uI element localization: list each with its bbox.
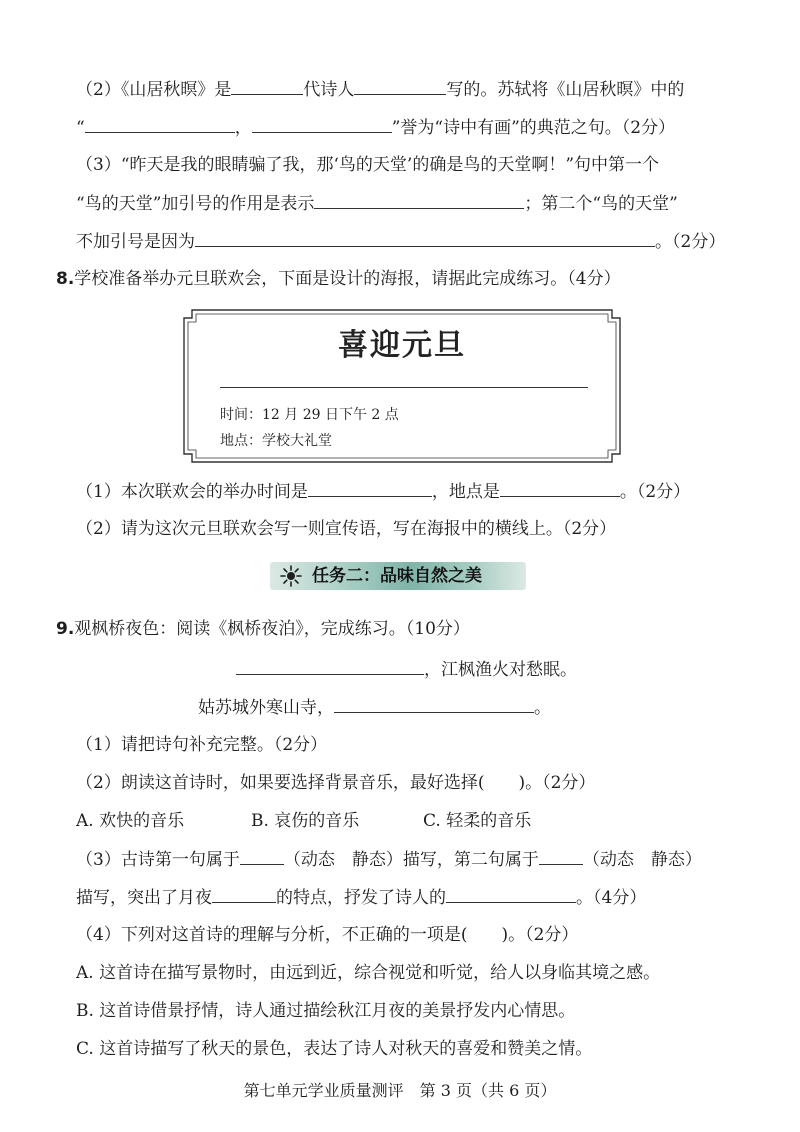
answer-blank[interactable] [252,114,392,133]
page-footer: 第七单元学业质量测评 第 3 页（共 6 页） [243,1081,557,1100]
answer-blank[interactable] [446,884,576,903]
answer-blank[interactable] [212,884,276,903]
answer-blank[interactable] [314,190,524,209]
poster-place: 地点：学校大礼堂 [220,433,332,449]
option-c[interactable]: C. 轻柔的音乐 [423,811,532,831]
poster-title: 喜迎元旦 [338,328,466,363]
q7-part3-line1: （3）“昨天是我的眼睛骗了我，那‘鸟的天堂’的确是鸟的天堂啊！”句中第一个 [76,155,660,175]
q9-part4-option-a[interactable]: A. 这首诗在描写景物时，由远到近，综合视觉和听觉，给人以身临其境之感。 [76,963,661,983]
answer-blank[interactable] [354,76,446,95]
q7-part3-line3: 不加引号是因为 。（2分） [76,228,725,255]
answer-blank[interactable] [500,478,620,497]
section-title: 任务二：品味自然之美 [312,566,482,586]
section-banner [270,562,526,590]
answer-blank[interactable] [236,656,424,675]
poster-time: 时间：12 月 29 日下午 2 点 [220,407,399,423]
q8-stem: 8.学校准备举办元旦联欢会，下面是设计的海报，请据此完成练习。（4分） [56,269,621,289]
q9-stem: 9.观枫桥夜色：阅读《枫桥夜泊》，完成练习。（10分） [56,619,470,639]
q9-part4-option-c[interactable]: C. 这首诗描写了秋天的景色，表达了诗人对秋天的喜爱和赞美之情。 [76,1039,593,1059]
q9-part2: （2）朗读这首诗时，如果要选择背景音乐，最好选择( )。（2分） [76,773,596,793]
q8-part2: （2）请为这次元旦联欢会写一则宣传语，写在海报中的横线上。（2分） [76,519,617,539]
answer-blank[interactable] [308,478,432,497]
q9-part2-options [76,808,531,834]
poster [180,306,624,466]
option-a[interactable]: A. 欢快的音乐 [76,811,185,831]
q9-part1: （1）请把诗句补充完整。（2分） [76,735,328,755]
poem-line-2: 姑苏城外寒山寺， 。 [198,694,551,721]
q8-part1: （1）本次联欢会的举办时间是 ，地点是 。（2分） [76,478,690,505]
poem-line-1: ，江枫渔火对愁眠。 [236,656,577,683]
option-b[interactable]: B. 哀伤的音乐 [251,811,360,831]
answer-blank[interactable] [240,846,284,865]
answer-blank[interactable] [231,76,303,95]
answer-blank[interactable] [539,846,583,865]
q9-part3-line2: 描写，突出了月夜 的特点，抒发了诗人的 。（4分） [76,884,646,911]
slogan-blank[interactable] [220,387,588,388]
q7-part2-line1: （2）《山居秋暝》是 代诗人 写的。苏轼将《山居秋暝》中的 [76,76,684,103]
q7-part3-line2: “鸟的天堂”加引号的作用是表示 ；第二个“鸟的天堂” [76,190,678,217]
answer-blank[interactable] [85,114,235,133]
answer-blank[interactable] [334,694,534,713]
q9-part3-line1: （3）古诗第一句属于 （动态 静态）描写，第二句属于 （动态 静态） [76,846,702,873]
question-number: 9. [56,619,75,639]
q9-part4: （4）下列对这首诗的理解与分析，不正确的一项是( )。（2分） [76,925,579,945]
sun-burst-icon [280,565,302,587]
q9-part4-option-b[interactable]: B. 这首诗借景抒情，诗人通过描绘秋江月夜的美景抒发内心情思。 [76,1001,576,1021]
answer-blank[interactable] [195,228,655,247]
q7-part2-line2: “ ， ”誉为“诗中有画”的典范之句。（2分） [76,114,675,141]
question-number: 8. [56,269,75,289]
